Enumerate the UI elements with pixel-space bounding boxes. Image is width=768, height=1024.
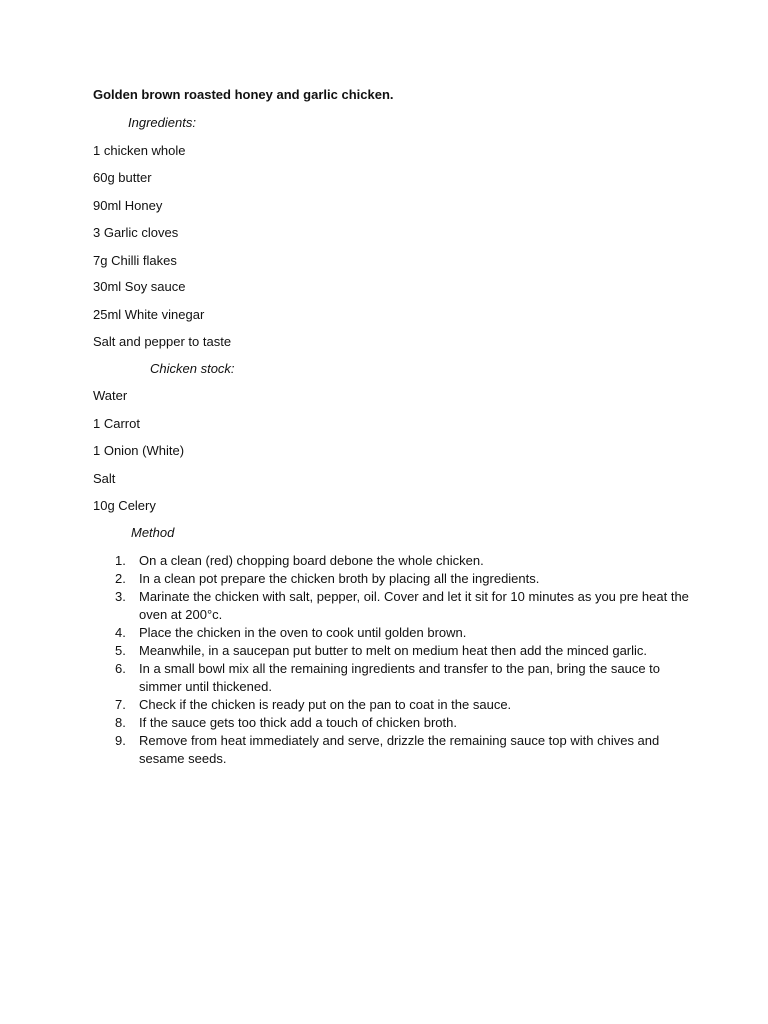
step-number: 9. [115,733,126,748]
ingredient-line: 7g Chilli flakes [93,253,177,268]
step-number: 4. [115,625,126,640]
ingredient-line: 3 Garlic cloves [93,225,179,240]
recipe-title: Golden brown roasted honey and garlic chicken. [93,87,394,102]
step-number: 3. [115,589,126,604]
step-text: On a clean (red) chopping board debone the whole chicken. [139,553,484,568]
step-text: Remove from heat immediately and serve, drizzle the remaining sauce top with chives and sesame seeds. [139,733,660,766]
step-number: 7. [115,697,126,712]
chicken-stock-heading: Chicken stock: [150,361,235,376]
method-step [93,732,693,768]
step-text: In a small bowl mix all the remaining ingredients and transfer to the pan, bring the sauce to simmer until thickened. [139,661,661,694]
method-step [93,552,693,570]
step-text: Marinate the chicken with salt, pepper, oil. Cover and let it sit for 10 minutes as you pre heat the oven at 200°c. [139,589,689,622]
method-step [93,660,693,696]
step-text: In a clean pot prepare the chicken broth by placing all the ingredients. [139,571,540,586]
ingredient-line: 90ml Honey [93,198,163,213]
step-text: If the sauce gets too thick add a touch of chicken broth. [139,715,457,730]
step-number: 1. [115,553,126,568]
step-number: 2. [115,571,126,586]
step-text: Meanwhile, in a saucepan put butter to melt on medium heat then add the minced garlic. [139,643,648,658]
stock-line: Salt [93,471,116,486]
stock-line: 1 Carrot [93,416,140,431]
stock-line: Water [93,388,128,403]
step-text: Check if the chicken is ready put on the pan to coat in the sauce. [139,697,512,712]
ingredient-line: 1 chicken whole [93,143,186,158]
ingredients-heading: Ingredients: [128,115,196,130]
method-step [93,570,693,588]
method-step [93,588,693,624]
method-heading: Method [131,525,175,540]
method-step [93,714,693,732]
ingredient-line: 60g butter [93,170,152,185]
stock-line: 10g Celery [93,498,156,513]
stock-line: 1 Onion (White) [93,443,185,458]
step-text: Place the chicken in the oven to cook until golden brown. [139,625,467,640]
step-number: 6. [115,661,126,676]
method-step [93,624,693,642]
step-number: 5. [115,643,126,658]
step-number: 8. [115,715,126,730]
ingredient-line: 30ml Soy sauce [93,279,186,294]
ingredient-line: 25ml White vinegar [93,307,205,322]
method-list [93,552,693,768]
ingredient-line: Salt and pepper to taste [93,334,232,349]
method-step [93,642,693,660]
method-step [93,696,693,714]
